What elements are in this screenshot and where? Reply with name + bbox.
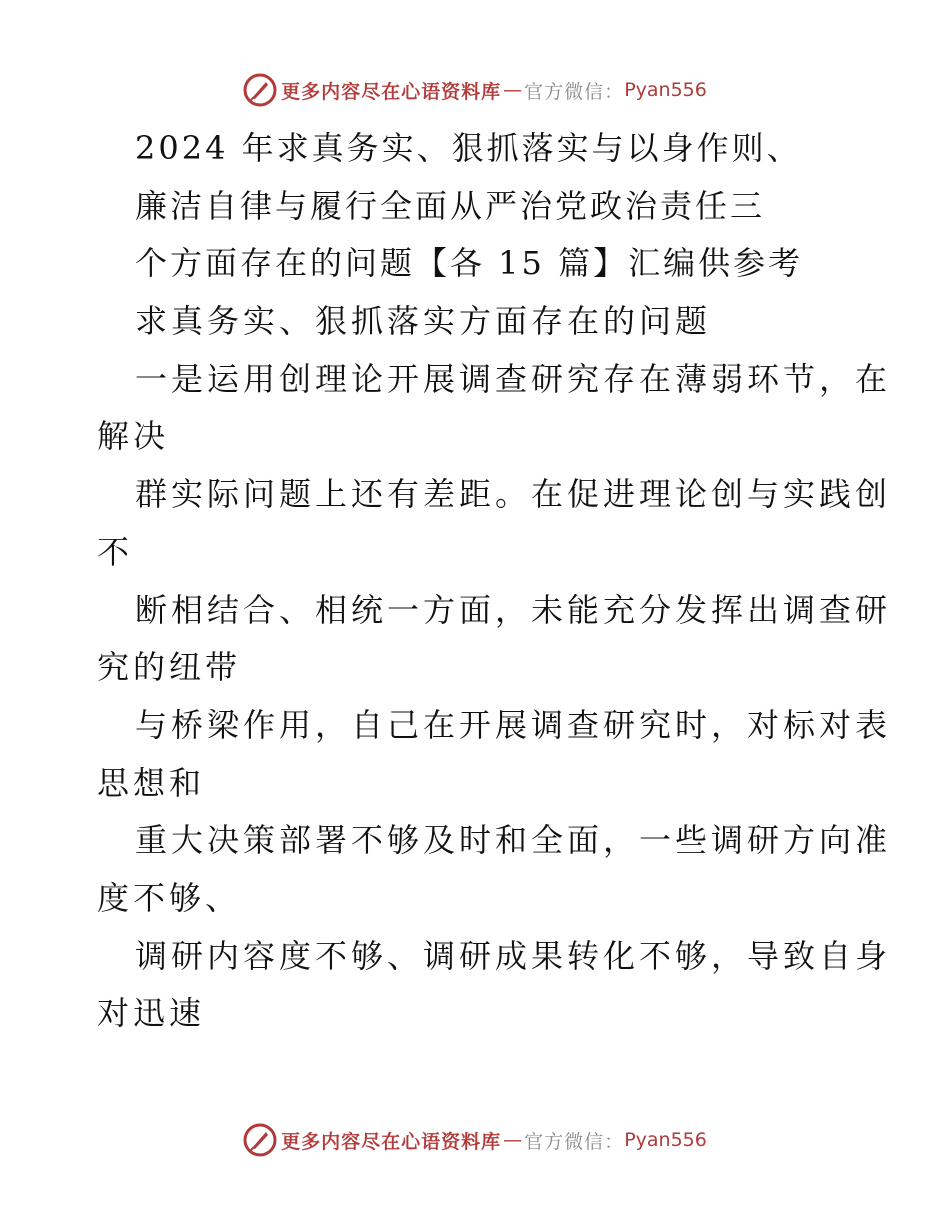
body-line: 思想和 [97, 764, 206, 802]
title-line-1: 2024 年求真务实、狠抓落实与以身作则、 [135, 129, 802, 167]
body-line: 重大决策部署不够及时和全面，一些调研方向准 [135, 821, 892, 859]
body-line: 断相结合、相统一方面，未能充分发挥出调查研 [135, 591, 892, 629]
wechat-label: 官方微信： [524, 1130, 625, 1153]
section-heading: 求真务实、狠抓落实方面存在的问题 [135, 302, 712, 340]
footer-watermark-banner [0, 1120, 950, 1160]
body-line: 一是运用创理论开展调查研究存在薄弱环节，在 [135, 360, 892, 398]
site-name-text: 更多内容尽在心语资料库 [281, 80, 502, 103]
body-line: 究的纽带 [97, 648, 242, 686]
banner-dash: — [503, 1129, 523, 1151]
body-line: 群实际问题上还有差距。在促进理论创与实践创 [135, 475, 892, 513]
wechat-label: 官方微信： [524, 80, 625, 103]
feather-pen-logo-icon [243, 73, 277, 107]
site-name-text: 更多内容尽在心语资料库 [281, 1130, 502, 1153]
body-line: 不 [97, 533, 134, 571]
body-line: 调研内容度不够、调研成果转化不够，导致自身 [135, 937, 892, 975]
wechat-id: Pyan556 [624, 1129, 707, 1151]
body-line: 度不够、 [97, 879, 242, 917]
feather-pen-logo-icon [243, 1123, 277, 1157]
wechat-id: Pyan556 [624, 79, 707, 101]
header-watermark-banner [0, 70, 950, 110]
body-line: 对迅速 [97, 994, 206, 1032]
title-line-3: 个方面存在的问题【各 15 篇】汇编供参考 [135, 244, 804, 282]
body-line: 解决 [97, 417, 170, 455]
banner-dash: — [503, 79, 523, 101]
title-line-2: 廉洁自律与履行全面从严治党政治责任三 [135, 187, 766, 225]
body-line: 与桥梁作用，自己在开展调查研究时，对标对表 [135, 706, 892, 744]
